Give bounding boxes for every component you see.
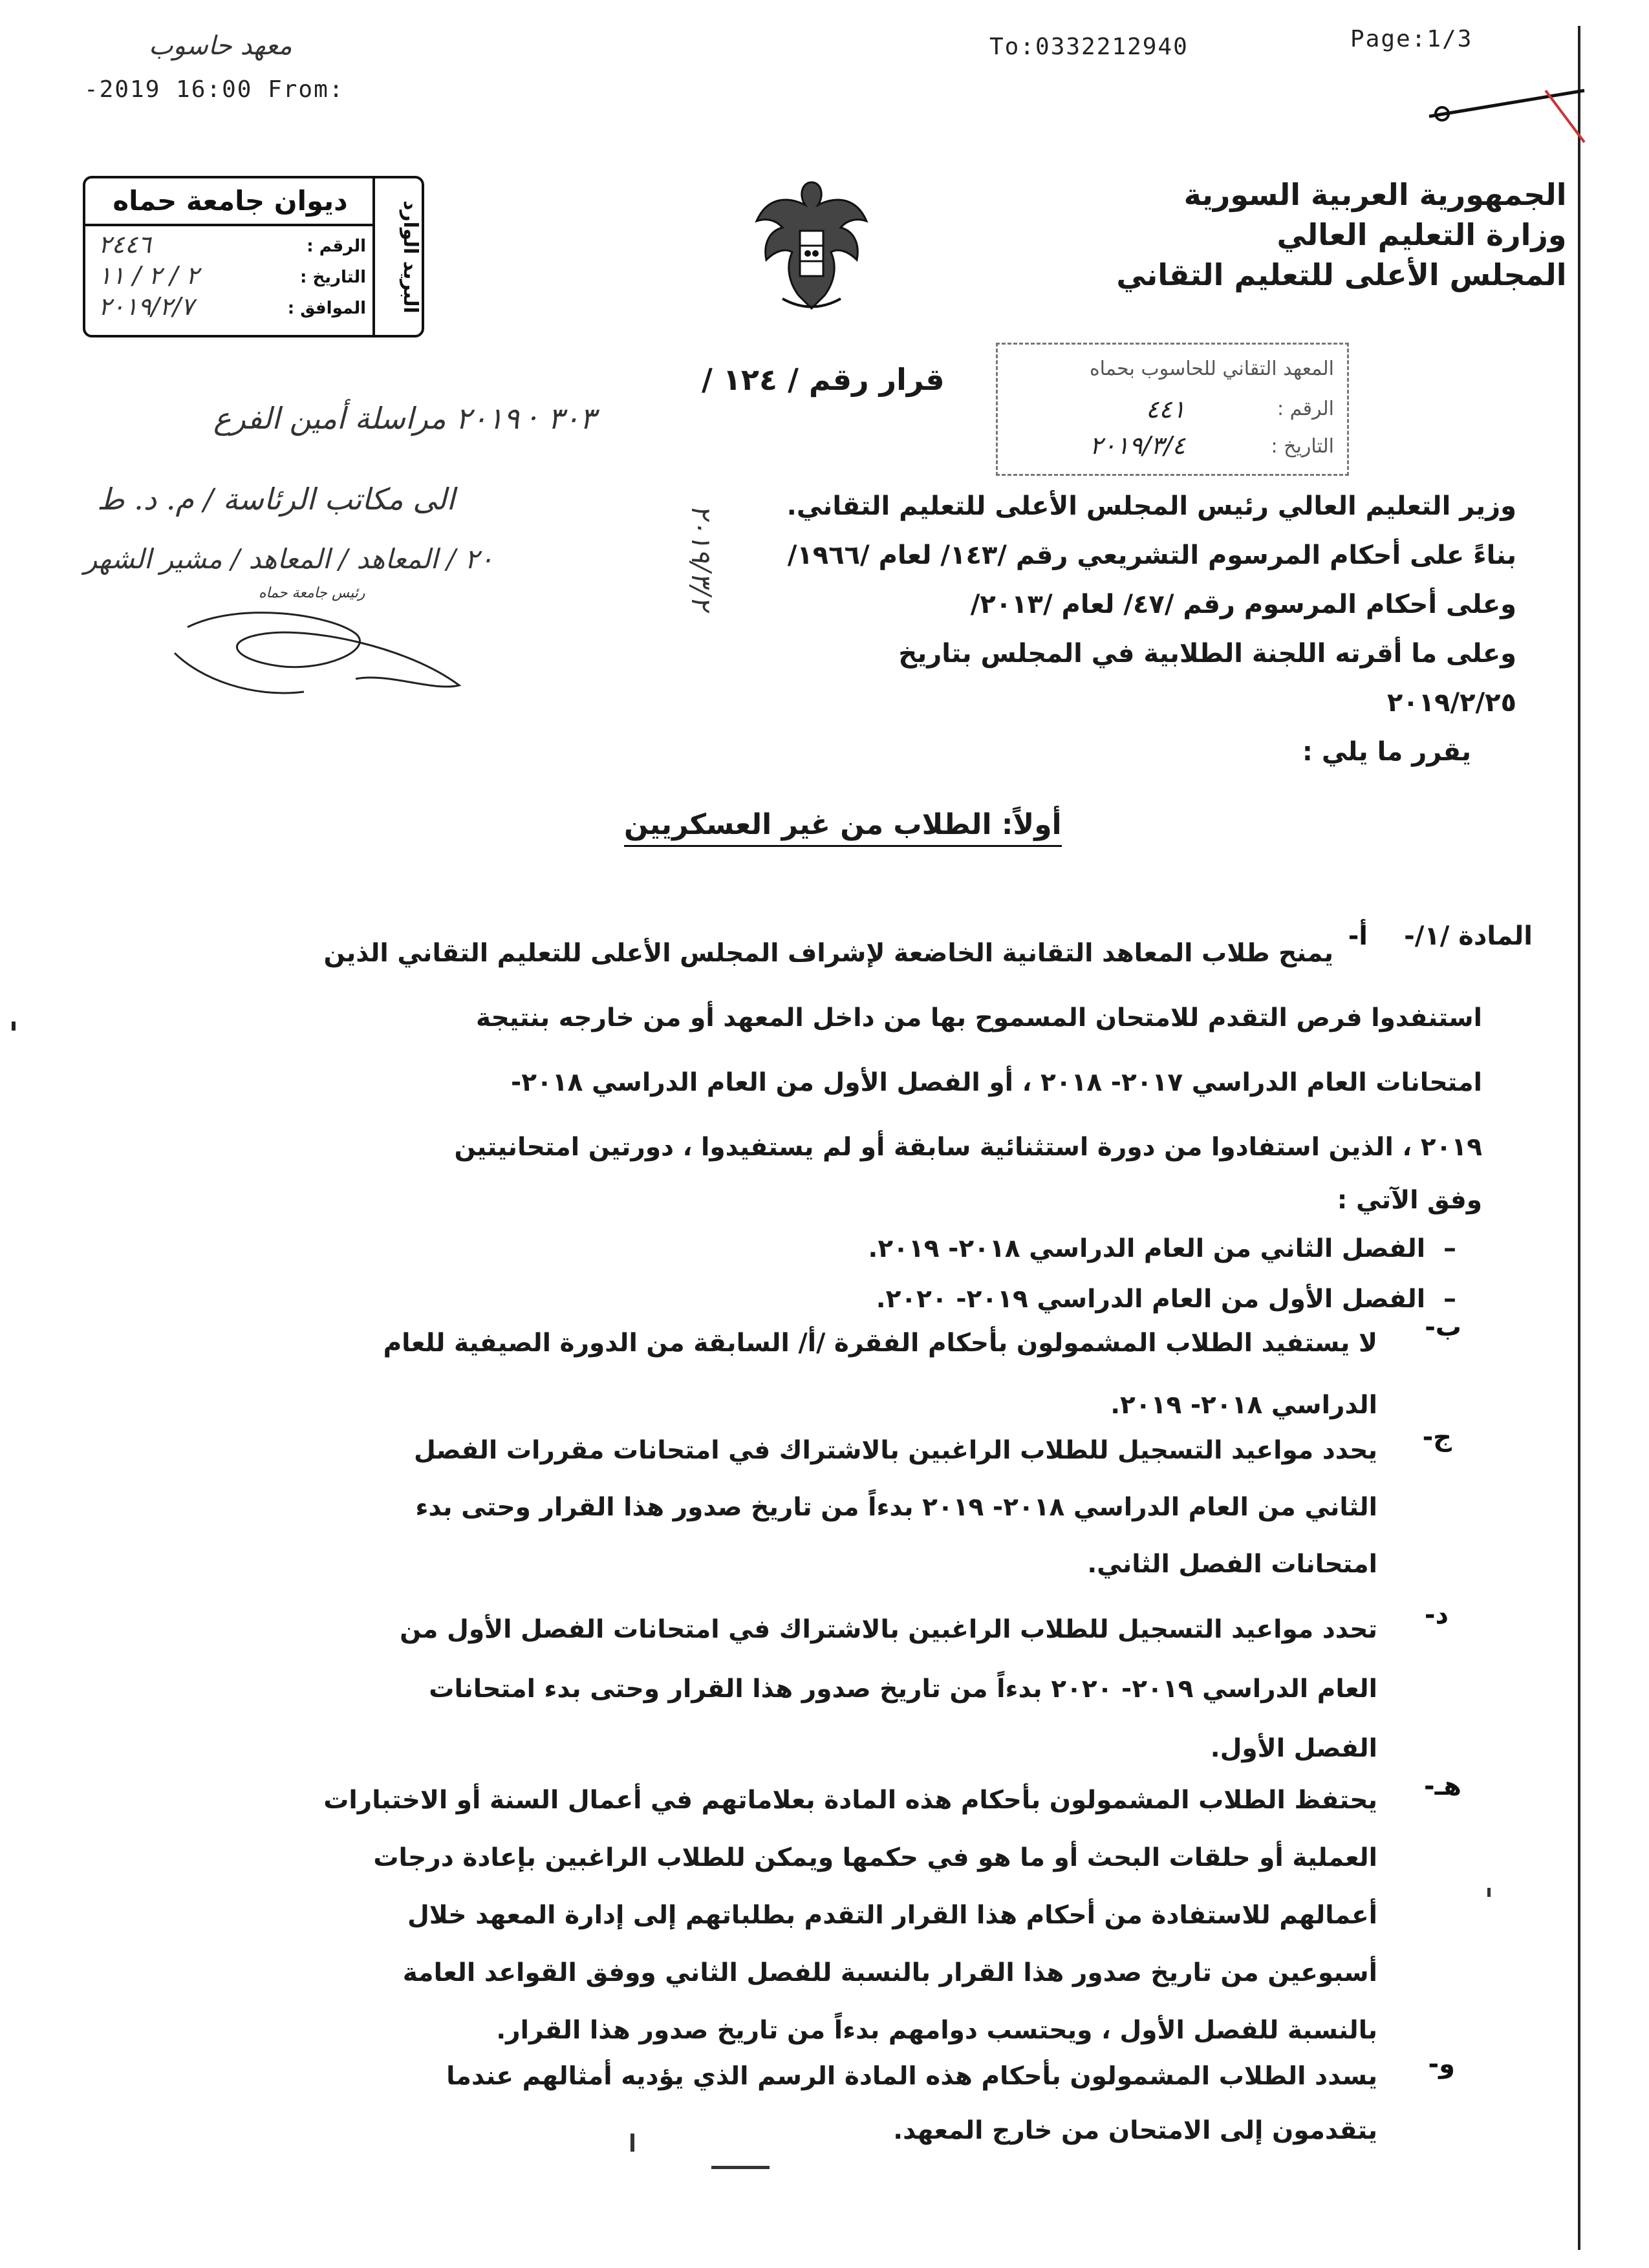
stamp-date-value: ٢٠١٩/٣/٤	[1089, 431, 1185, 460]
preamble-line-2: بناءً على أحكام المرسوم التشريعي رقم /١٤٣/ لعام /١٩٦٦/	[787, 540, 1516, 570]
item-e-line-3: أعمالهم للاستفادة من أحكام هذا القرار التقدم بطلباتهم إلى إدارة المعهد خلال	[407, 1901, 1377, 1930]
dash-icon: –	[1425, 1234, 1456, 1263]
signature-scribble	[162, 588, 498, 718]
fax-page-number: Page:1/3	[1350, 26, 1473, 52]
item-f-line-2: يتقدمون إلى الامتحان من خارج المعهد.	[893, 2116, 1377, 2145]
gov-line-republic: الجمهورية العربية السورية	[1183, 177, 1567, 212]
syrian-eagle-emblem-icon	[747, 169, 876, 318]
fax-time-from: -2019 16:00 From:	[84, 76, 345, 103]
preamble-line-3: وعلى أحكام المرسوم رقم /٤٧/ لعام /٢٠١٣/	[970, 590, 1516, 619]
item-d-line-1: تحدد مواعيد التسجيل للطلاب الراغبين بالاشتراك في امتحانات الفصل الأول من	[400, 1615, 1377, 1644]
item-d-mark: د-	[1424, 1600, 1449, 1630]
handwritten-note-caption: رئيس جامعة حماه	[259, 585, 365, 601]
incoming-number-value: ٢٤٤٦	[98, 230, 151, 259]
institute-receipt-stamp	[996, 343, 1349, 476]
incoming-box-title: ديوان جامعة حماه	[85, 178, 375, 226]
item-a-line-1: يمنح طلاب المعاهد التقانية الخاضعة لإشراف المجلس الأعلى للتعليم التقاني الذين	[323, 939, 1333, 968]
corner-pen-mark	[1423, 71, 1591, 149]
dash-icon: –	[1425, 1284, 1456, 1314]
handwritten-note-3: ٢٠ / المعاهد / المعاهد / مشير الشهر	[84, 543, 494, 575]
item-d-text	[301, 1600, 1377, 1779]
scan-speck	[12, 1022, 16, 1031]
item-e-text	[301, 1771, 1377, 2059]
item-a-bullet-2: – الفصل الأول من العام الدراسي ٢٠١٩- ٢٠٢٠.	[876, 1284, 1456, 1314]
item-a-bullet-1: – الفصل الثاني من العام الدراسي ٢٠١٨- ٢٠١٩.	[868, 1234, 1456, 1263]
scan-speck	[1487, 1888, 1491, 1897]
preamble-line-4: وعلى ما أقرته اللجنة الطلابية في المجلس بتاريخ ٢٠١٩/٢/٢٥	[898, 639, 1516, 718]
item-f-text	[301, 2049, 1377, 2158]
page-edge-line	[1578, 26, 1580, 2250]
item-c-line-2: الثاني من العام الدراسي ٢٠١٨- ٢٠١٩ بدءاً من تاريخ صدور هذا القرار وحتى بدء	[415, 1493, 1377, 1522]
incoming-corresponding-label: الموافق :	[287, 299, 366, 318]
item-e-mark: هـ-	[1423, 1771, 1461, 1801]
fax-to-number: To:0332212940	[989, 34, 1189, 60]
gov-line-ministry: وزارة التعليم العالي	[1277, 217, 1567, 252]
item-e-line-2: العملية أو حلقات البحث أو ما هو في حكمها ويمكن للطلاب الراغبين بإعادة درجات	[373, 1843, 1377, 1872]
item-e-line-1: يحتفظ الطلاب المشمولون بأحكام هذه المادة بعلاماتهم في أعمال السنة أو الاختبارات	[323, 1786, 1377, 1815]
preamble-line-5: يقرر ما يلي :	[1302, 737, 1471, 767]
fax-handwritten-note: معهد حاسوب	[149, 31, 292, 61]
item-c-line-1: يحدد مواعيد التسجيل للطلاب الراغبين بالاشتراك في امتحانات مقررات الفصل	[413, 1436, 1377, 1465]
incoming-number-label: الرقم :	[307, 237, 366, 256]
stamp-number-label: الرقم :	[1277, 398, 1334, 420]
item-c-text	[301, 1422, 1377, 1593]
section-title: أولاً: الطلاب من غير العسكريين	[624, 808, 1062, 847]
item-f-line-1: يسدد الطلاب المشمولون بأحكام هذه المادة الرسم الذي يؤديه أمثالهم عندما	[446, 2062, 1377, 2091]
preamble-line-1: وزير التعليم العالي رئيس المجلس الأعلى للتعليم التقاني.	[786, 491, 1516, 521]
incoming-date-label: التاريخ :	[300, 268, 366, 287]
item-a-line-5: وفق الآتي :	[1337, 1186, 1482, 1215]
incoming-corresponding-value: ٢٠١٩/٢/٧	[98, 292, 195, 321]
stamp-title: المعهد التقاني للحاسوب بحماه	[1089, 358, 1334, 380]
item-b-line-2: الدراسي ٢٠١٨- ٢٠١٩.	[1110, 1391, 1377, 1420]
scan-speck	[630, 2134, 634, 2152]
decision-number: قرار رقم / ١٢٤ /	[702, 362, 945, 397]
scan-speck	[711, 2166, 770, 2169]
item-b-mark: ب-	[1425, 1312, 1461, 1342]
handwritten-note-2: الى مكاتب الرئاسة / م. د. ط	[97, 482, 455, 517]
preamble	[773, 482, 1516, 776]
stamp-date-label: التاريخ :	[1271, 435, 1334, 458]
item-f-mark: و-	[1428, 2049, 1455, 2079]
item-c-line-3: امتحانات الفصل الثاني.	[1087, 1550, 1377, 1579]
item-b-text	[301, 1312, 1377, 1437]
item-a-line-4: ٢٠١٩ ، الذين استفادوا من دورة استثنائية سابقة أو لم يستفيدوا ، دورتين امتحانيتين	[454, 1133, 1482, 1162]
stamp-number-value: ٤٤١	[1145, 395, 1185, 423]
article-body	[302, 921, 1482, 1322]
item-b-line-1: لا يستفيد الطلاب المشمولون بأحكام الفقرة /أ/ السابقة من الدورة الصيفية للعام	[383, 1329, 1377, 1358]
gov-line-council: المجلس الأعلى للتعليم التقاني	[1116, 257, 1567, 292]
incoming-mail-stamp	[83, 176, 424, 337]
item-c-mark: ج-	[1422, 1422, 1452, 1452]
incoming-box-side-label: البريد الوارد	[372, 178, 422, 335]
item-a-line-2: استنفدوا فرص التقدم للامتحان المسموح بها من داخل المعهد أو من خارجه بنتيجة	[476, 1003, 1482, 1032]
item-d-line-3: الفصل الأول.	[1210, 1734, 1377, 1763]
item-e-line-4: أسبوعين من تاريخ صدور هذا القرار بالنسبة للفصل الثاني ووفق القواعد العامة	[402, 1958, 1377, 1987]
article-label: المادة /١/-	[1404, 921, 1533, 951]
item-e-line-5: بالنسبة للفصل الأول ، ويحتسب دوامهم بدءاً من تاريخ صدور هذا القرار.	[496, 2016, 1377, 2045]
item-d-line-2: العام الدراسي ٢٠١٩- ٢٠٢٠ بدءاً من تاريخ صدور هذا القرار وحتى بدء امتحانات	[429, 1674, 1377, 1704]
margin-handwritten-date: ٢٠١٩/٣/٢	[685, 504, 717, 610]
handwritten-note-1: ٣٠٣ · ٢٠١٩ مراسلة أمين الفرع	[213, 401, 596, 436]
item-a-line-3: امتحانات العام الدراسي ٢٠١٧- ٢٠١٨ ، أو الفصل الأول من العام الدراسي ٢٠١٨-	[511, 1068, 1482, 1097]
item-a-mark: أ-	[1348, 921, 1368, 951]
incoming-date-value: ٢ / ٢ / ١١	[98, 261, 199, 290]
government-header	[1075, 175, 1567, 295]
